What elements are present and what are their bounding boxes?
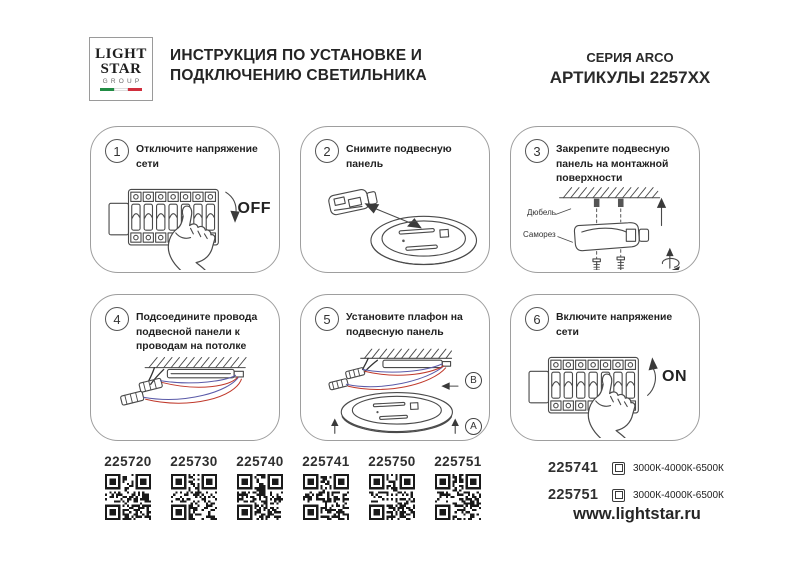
steps-grid: [90, 126, 700, 441]
step-title: Снимите подвесную панель: [346, 144, 452, 170]
variant-row: [548, 487, 726, 503]
color-temp-checkbox-icon: [612, 462, 625, 475]
qr-code: [237, 474, 283, 520]
step-title: Подсоедините провода подвесной панели к проводам на потолке: [136, 312, 258, 353]
breaker-on-illustration: [517, 338, 693, 438]
mount-panel-illustration: [517, 170, 693, 270]
step-number-badge: 4: [105, 307, 129, 331]
article-item: [163, 454, 225, 520]
step-title: Включите напряжение сети: [556, 312, 673, 338]
color-temp-checkbox-icon: [612, 489, 625, 502]
color-temp-variants: [548, 460, 726, 503]
variant-row: [548, 460, 726, 476]
direction-b-badge: B: [465, 372, 482, 389]
variant-code: 225741: [548, 460, 599, 476]
qr-code: [303, 474, 349, 520]
direction-a-badge: A: [465, 418, 482, 435]
series-label: СЕРИЯ ARCO: [586, 50, 674, 65]
step-title: Установите плафон на подвесную панель: [346, 312, 463, 338]
qr-code: [369, 474, 415, 520]
remove-panel-illustration: [307, 170, 483, 270]
step-title: Закрепите подвесную панель на монтажной поверхности: [556, 144, 670, 185]
step-number-badge: 1: [105, 139, 129, 163]
step-number-badge: 6: [525, 307, 549, 331]
qr-code: [435, 474, 481, 520]
off-label: OFF: [237, 200, 271, 217]
article-code: 225720: [104, 454, 152, 469]
step-card-5: [300, 294, 490, 441]
step-card-2: [300, 126, 490, 273]
color-temp-values: 3000К-4000К-6500К: [633, 462, 724, 474]
step-number-badge: 2: [315, 139, 339, 163]
article-code: 225751: [434, 454, 482, 469]
step-number-badge: 3: [525, 139, 549, 163]
article-code: 225750: [368, 454, 416, 469]
qr-code: [171, 474, 217, 520]
step-card-3: [510, 126, 700, 273]
logo-line-group: GROUP: [102, 77, 143, 85]
article-item: [97, 454, 159, 520]
page-title: ИНСТРУКЦИЯ ПО УСТАНОВКЕ И ПОДКЛЮЧЕНИЮ СВЕТИЛЬНИКА: [170, 47, 427, 85]
article-item: [295, 454, 357, 520]
dowel-label: Дюбель: [527, 208, 556, 217]
color-temp-values: 3000К-4000К-6500К: [633, 489, 724, 501]
articles-label: АРТИКУЛЫ 2257XX: [549, 68, 711, 87]
step-title: Отключите напряжение сети: [136, 144, 258, 170]
step-number-badge: 5: [315, 307, 339, 331]
step-card-4: [90, 294, 280, 441]
variant-code: 225751: [548, 487, 599, 503]
series-block: [540, 50, 720, 88]
qr-code: [105, 474, 151, 520]
article-item: [229, 454, 291, 520]
italian-flag-icon: [100, 88, 142, 91]
step-card-6: [510, 294, 700, 441]
breaker-off-illustration: [97, 170, 273, 270]
article-item: [427, 454, 489, 520]
install-shade-illustration: [307, 338, 483, 438]
article-qr-list: [97, 454, 489, 520]
screw-label: Саморез: [523, 230, 556, 239]
article-code: 225730: [170, 454, 218, 469]
logo-line-star: STAR: [100, 60, 142, 77]
step-card-1: [90, 126, 280, 273]
lightstar-logo: [89, 37, 153, 101]
article-item: [361, 454, 423, 520]
website-url: www.lightstar.ru: [573, 505, 701, 523]
on-label: ON: [662, 368, 687, 385]
article-code: 225740: [236, 454, 284, 469]
article-code: 225741: [302, 454, 350, 469]
logo-line-light: LIGHT: [95, 46, 147, 63]
connect-wires-illustration: [97, 338, 273, 438]
